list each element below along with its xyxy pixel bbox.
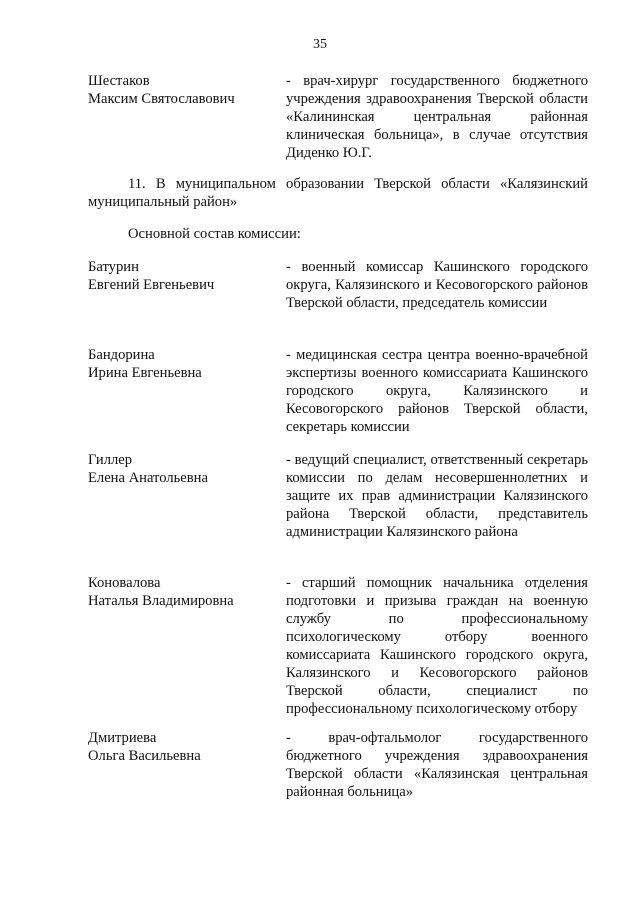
member-role: - врач-хирург государственного бюджетного учреждения здравоохранения Тверской области «Калининская центральная районная клиническая больница», в случае отсутствия Диденко Ю.Г.	[286, 73, 588, 161]
member-surname: Гиллер	[88, 452, 133, 468]
member-surname: Коновалова	[88, 575, 161, 591]
member-name	[88, 451, 278, 487]
member-surname: Батурин	[88, 259, 139, 275]
member-given-name: Евгений Евгеньевич	[88, 277, 215, 293]
member-role: - ведущий специалист, ответственный секретарь комиссии по делам несовершеннолетних и защите их прав администрации Калязинского района Тверской области, представитель администрации Калязинского района	[286, 452, 588, 540]
member-given-name: Елена Анатольевна	[88, 470, 208, 486]
page-number: 35	[313, 37, 327, 52]
member-name	[88, 258, 278, 294]
member-surname: Дмитриева	[88, 730, 157, 746]
commission-subheading: Основной состав комиссии:	[128, 226, 301, 242]
member-given-name: Ирина Евгеньевна	[88, 365, 202, 381]
section-heading: 11. В муниципальном образовании Тверской области «Калязинский муниципальный район»	[88, 176, 588, 210]
member-given-name: Ольга Васильевна	[88, 748, 201, 764]
member-surname: Шестаков	[88, 73, 150, 89]
member-name	[88, 729, 278, 765]
member-name	[88, 72, 278, 108]
member-name	[88, 574, 278, 610]
member-given-name: Максим Святославович	[88, 91, 235, 107]
member-role: - старший помощник начальника отделения подготовки и призыва граждан на военную службу по профессиональному психологическому отбору военного комиссариата Кашинского городского округа, Калязинского и Кесовогорского районов Тверской области, специалист по профессиональному психологическому отбору	[286, 575, 588, 717]
member-role: - военный комиссар Кашинского городского округа, Калязинского и Кесовогорского районов Тверской области, председатель комиссии	[286, 259, 588, 311]
member-surname: Бандорина	[88, 347, 155, 363]
member-name	[88, 346, 278, 382]
member-role: - медицинская сестра центра военно-врачебной экспертизы военного комиссариата Кашинского городского округа, Калязинского и Кесовогорского районов Тверской области, секретарь комиссии	[286, 347, 588, 435]
member-role: - врач-офтальмолог государственного бюджетного учреждения здравоохранения Тверской области «Калязинская центральная районная больница»	[286, 730, 588, 800]
member-given-name: Наталья Владимировна	[88, 593, 234, 609]
